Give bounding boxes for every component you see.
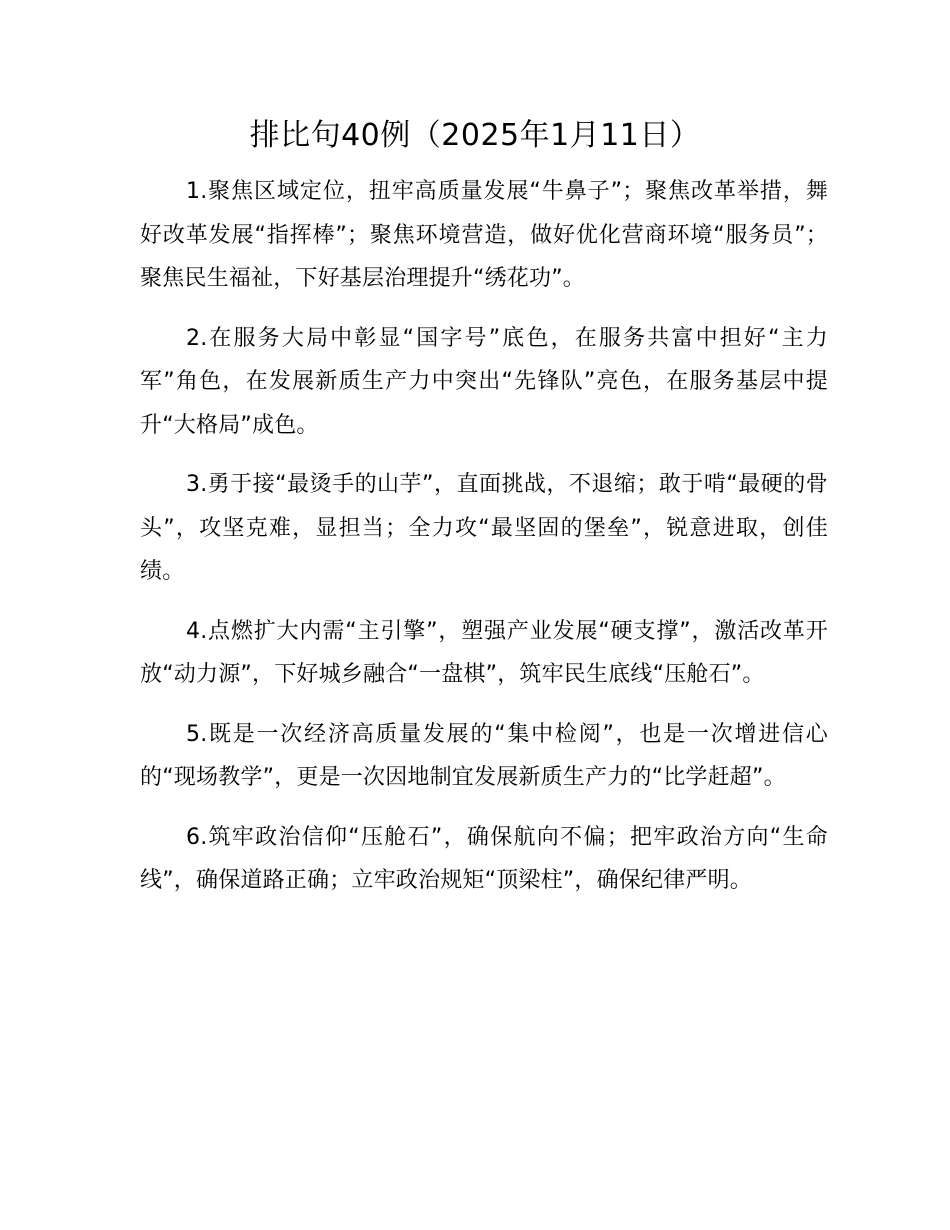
document-body xyxy=(140,170,828,919)
paragraph-3: 3.勇于接“最烫手的山芋”，直面挑战，不退缩；敢于啃“最硬的骨头”，攻坚克难，显担当；全力攻“最坚固的堡垒”，锐意进取，创佳绩。 xyxy=(140,472,828,584)
document-title: 排比句40例（2025年1月11日） xyxy=(249,118,701,153)
paragraph-6: 6.筑牢政治信仰“压舱石”，确保航向不偏；把牢政治方向“生命线”，确保道路正确；立牢政治规矩“顶梁柱”，确保纪律严明。 xyxy=(140,824,828,893)
paragraph-1: 1.聚焦区域定位，扭牢高质量发展“牛鼻子”；聚焦改革举措，舞好改革发展“指挥棒”；聚焦环境营造，做好优化营商环境“服务员”；聚焦民生福祉，下好基层治理提升“绣花功”。 xyxy=(140,179,828,291)
paragraph-2: 2.在服务大局中彰显“国字号”底色，在服务共富中担好“主力军”角色，在发展新质生产力中突出“先锋队”亮色，在服务基层中提升“大格局”成色。 xyxy=(140,325,828,438)
paragraph-5: 5.既是一次经济高质量发展的“集中检阅”，也是一次增进信心的“现场教学”，更是一次因地制宜发展新质生产力的“比学赶超”。 xyxy=(140,721,828,790)
paragraph-4: 4.点燃扩大内需“主引擎”，塑强产业发展“硬支撑”，激活改革开放“动力源”，下好城乡融合“一盘棋”，筑牢民生底线“压舱石”。 xyxy=(140,618,828,687)
